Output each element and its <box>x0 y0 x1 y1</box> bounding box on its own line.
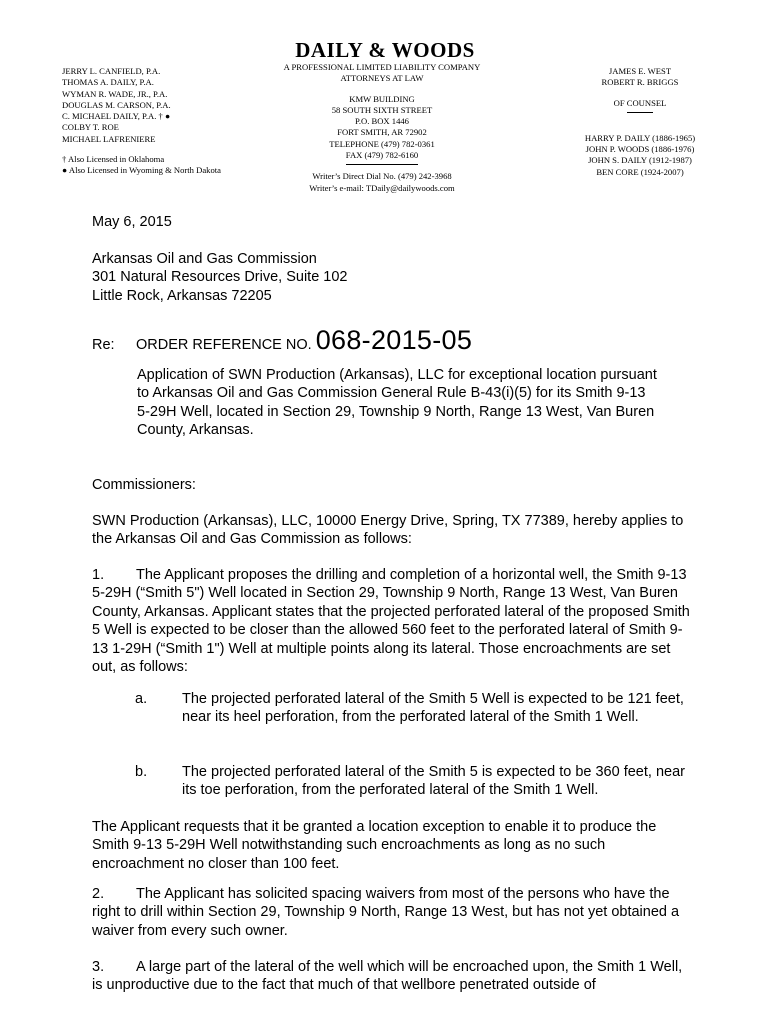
partner-name: C. MICHAEL DAILY, P.A. † ● <box>62 111 171 122</box>
paragraph-2 <box>92 885 692 940</box>
paragraph-3 <box>92 958 692 995</box>
direct-dial: Writer’s Direct Dial No. (479) 242-3968 <box>312 171 452 182</box>
re-label: Re: <box>92 337 115 353</box>
order-number: 068-2015-05 <box>315 325 473 355</box>
partner-name: DOUGLAS M. CARSON, P.A. <box>62 99 171 110</box>
paragraph-text: The Applicant has solicited spacing waivers from most of the persons who have the right to drill within Section 29, Township 9 North, Range 13 West, but has not yet obtained a waiver from every such owner. <box>92 886 680 939</box>
former-member: BEN CORE (1924-2007) <box>596 166 684 177</box>
address-line: FORT SMITH, AR 72902 <box>337 127 427 138</box>
salutation: Commissioners: <box>92 477 196 493</box>
addressee-line: Little Rock, Arkansas 72205 <box>92 287 272 304</box>
partner-name: ROBERT R. BRIGGS <box>601 77 679 88</box>
partner-name: JERRY L. CANFIELD, P.A. <box>62 66 161 76</box>
address-line: TELEPHONE (479) 782-0361 <box>329 138 435 149</box>
addressee-line: 301 Natural Resources Drive, Suite 102 <box>92 269 348 286</box>
letterhead-counsel-column <box>560 66 720 178</box>
partner-name: WYMAN R. WADE, JR., P.A. <box>62 88 168 99</box>
partner-name: THOMAS A. DAILY, P.A. <box>62 77 154 88</box>
address-line: 58 SOUTH SIXTH STREET <box>331 104 433 115</box>
of-counsel-label: OF COUNSEL <box>613 97 667 108</box>
firm-type: A PROFESSIONAL LIMITED LIABILITY COMPANY <box>283 62 481 72</box>
letter-date: May 6, 2015 <box>92 214 172 230</box>
sub-item-marker: a. <box>135 691 148 707</box>
licensure-note: † Also Licensed in Oklahoma <box>62 154 165 165</box>
former-member: JOHN S. DAILY (1912-1987) <box>588 155 692 166</box>
paragraph-number: 3. <box>92 959 105 975</box>
paragraph-1 <box>92 566 692 676</box>
licensure-note: ● Also Licensed in Wyoming & North Dakota <box>62 165 221 176</box>
sub-item-text: The projected perforated lateral of the Smith 5 Well is expected to be 121 feet, near its heel perforation, from the perforated lateral of the Smith 1 Well. <box>182 691 684 726</box>
divider <box>346 164 418 165</box>
partner-name: JAMES E. WEST <box>608 66 672 76</box>
addressee-block <box>92 250 692 305</box>
former-member: HARRY P. DAILY (1886-1965) <box>584 132 696 143</box>
paragraph-number: 1. <box>92 567 105 583</box>
partner-name: MICHAEL LAFRENIERE <box>62 133 156 144</box>
firm-name: DAILY & WOODS <box>295 38 475 62</box>
divider <box>627 112 653 113</box>
letterhead-partners-column <box>62 66 262 177</box>
re-line <box>92 325 712 356</box>
paragraph-text: The Applicant proposes the drilling and completion of a horizontal well, the Smith 9-13 5-29H (“Smith 5") Well located in Section 29, Township 9 North, Range 13 West, Van Buren County, Arkansas. Applicant states that the projected perforated lateral of the proposed Smith 5 Well is expected to be closer than the allowed 560 feet to the perforated lateral of Smith 9-13 1-29H (“Smith 1") Well at multiple points along its lateral. Those encroachments are set out, as follows: <box>92 567 690 676</box>
former-member: JOHN P. WOODS (1886-1976) <box>585 144 695 155</box>
request-paragraph: The Applicant requests that it be granted a location exception to enable it to produce the Smith 9-13 5-29H Well notwithstanding such encroachments as long as no such encroachment no closer than 100 feet. <box>92 819 657 872</box>
address-line: FAX (479) 782-6160 <box>345 150 419 161</box>
address-line: KMW BUILDING <box>349 93 415 104</box>
paragraph-text: A large part of the lateral of the well which will be encroached upon, the Smith 1 Well, is unproductive due to the fact that much of that wellbore penetrated outside of <box>92 959 683 994</box>
paragraph-number: 2. <box>92 886 105 902</box>
partner-name: COLBY T. ROE <box>62 122 119 133</box>
firm-subtitle: ATTORNEYS AT LAW <box>340 73 424 84</box>
letterhead-address-column <box>270 62 494 194</box>
sub-item-text: The projected perforated lateral of the Smith 5 is expected to be 360 feet, near its toe perforation, from the perforated lateral of the Smith 1 Well. <box>182 764 685 799</box>
subject-paragraph: Application of SWN Production (Arkansas), LLC for exceptional location pursuant to Arkansas Oil and Gas Commission General Rule B-43(i)(5) for its Smith 9-13 5-29H Well, located in Section 29, Township 9 North, Range 13 West, Van Buren County, Arkansas. <box>137 367 657 439</box>
addressee-line: Arkansas Oil and Gas Commission <box>92 251 317 267</box>
sub-item-marker: b. <box>135 764 148 780</box>
address-line: P.O. BOX 1446 <box>355 116 409 127</box>
re-text: ORDER REFERENCE NO. <box>136 337 312 353</box>
intro-paragraph: SWN Production (Arkansas), LLC, 10000 Energy Drive, Spring, TX 77389, hereby applies to the Arkansas Oil and Gas Commission as follows: <box>92 513 684 548</box>
writer-email: Writer’s e-mail: TDaily@dailywoods.com <box>309 182 455 193</box>
